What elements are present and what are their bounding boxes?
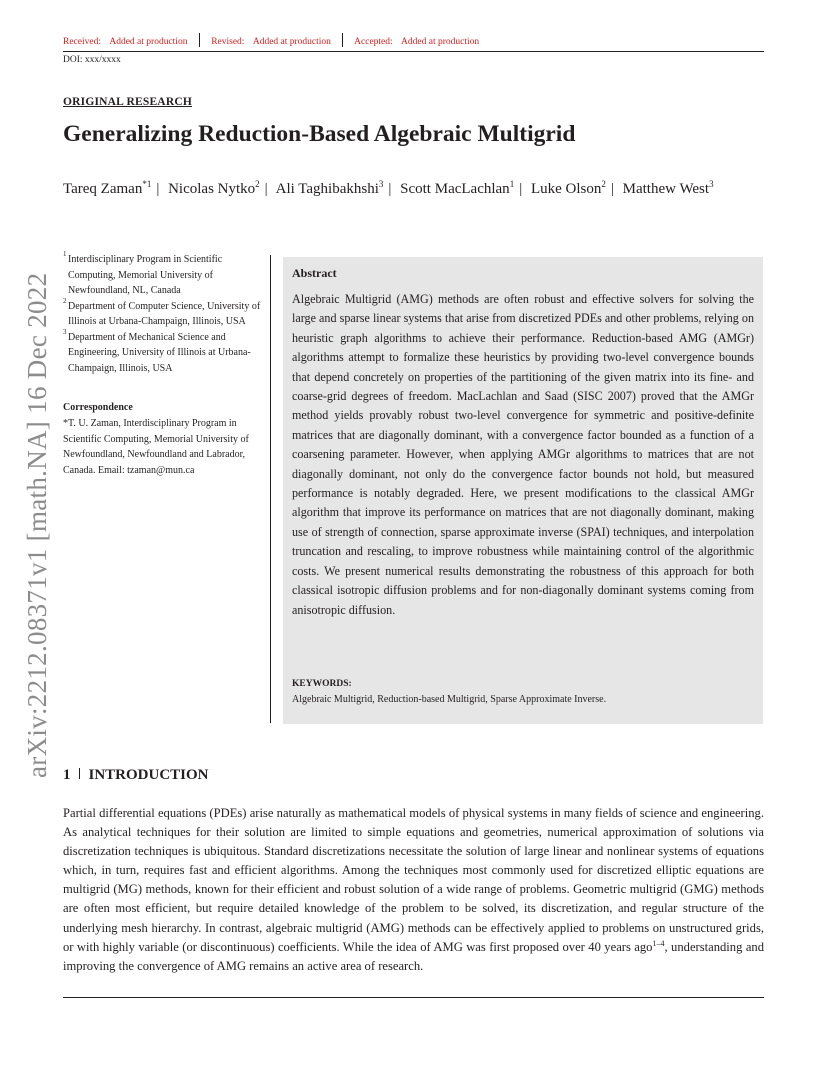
revised-label: Revised: [211, 37, 245, 48]
author-list: Tareq Zaman$^{*1}$ | Nicolas Nytko$^2$ | Ali Taghibakhshi$^3$ | Scott MacLachlan$^1$ | Luke Olson$^2$ | Matthew West$^3$ [63, 179, 714, 197]
accepted-value: Added at production [401, 37, 480, 48]
author: Luke Olson$^2$ [530, 179, 606, 197]
author: Matthew West$^3$ [622, 179, 714, 197]
author: Ali Taghibakhshi$^3$ [275, 179, 384, 197]
author: Scott MacLachlan$^1$ [400, 179, 515, 197]
header-rule [63, 51, 764, 52]
article-history [63, 35, 479, 49]
affiliation: 2 Department of Computer Science, University of Illinois at Urbana-Champaign, Illinois, USA [63, 296, 261, 327]
abstract-body: Algebraic Multigrid (AMG) methods are often robust and effective solvers for solving the large and sparse linear systems that arise from discretized PDEs and other problems, relying on heuristic graph algorithms to achieve their performance. Reduction-based AMG (AMGr) algorithms attempt to formalize these heuristics by providing two-level convergence bounds that depend concretely on properties of the partitioning of the given matrix into its fine- and coarse-grid degrees of freedom. MacLachlan and Saad (SISC 2007) proved that the AMGr method yields provably robust two-level convergence for symmetric and positive-definite matrices that are diagonally dominant, with a convergence factor bounded as a function of a coarsening parameter. However, when applying AMGr algorithms to matrices that are not diagonally dominant, not only do the convergence factor bounds not hold, but measured performance is notably degraded. Here, we present modifications to the classical AMGr algorithm that improve its performance on matrices that are not diagonally dominant, making use of strength of connection, sparse approximate inverse (SPAI) techniques, and interpolation truncation and rescaling, to improve robustness while maintaining control of the algorithmic costs. We present numerical results demonstrating the robustness of this approach for both classical isotropic diffusion problems and for non-diagonally dominant systems coming from anisotropic diffusion. [292, 292, 754, 617]
history-divider [342, 33, 343, 47]
correspondence-text: *T. U. Zaman, Interdisciplinary Program in Scientific Computing, Memorial University of Newfoundland, Newfoundland and Labrador, Canada. Email: tzaman@mun.ca [63, 418, 249, 476]
received-label: Received: [63, 37, 101, 48]
history-divider [199, 33, 200, 47]
section-number: 1 [63, 767, 71, 783]
correspondence-heading: Correspondence [63, 402, 133, 413]
keywords: Algebraic Multigrid, Reduction-based Multigrid, Sparse Approximate Inverse. [292, 694, 607, 705]
abstract-heading: Abstract [292, 266, 337, 280]
citation[interactable]: 1–4 [652, 938, 665, 948]
article-type: ORIGINAL RESEARCH [63, 96, 192, 108]
author: Tareq Zaman$^{*1}$ [63, 179, 152, 197]
column-divider [270, 255, 271, 723]
affiliations [63, 252, 263, 376]
accepted-label: Accepted: [354, 37, 393, 48]
arxiv-stamp: arXiv:2212.08371v1 [math.NA] 16 Dec 2022 [22, 272, 52, 778]
affiliation: 1 Interdisciplinary Program in Scientific Computing, Memorial University of Newfoundland, NL, Canada [63, 250, 223, 296]
keywords-heading: KEYWORDS: [292, 679, 352, 689]
doi: DOI: xxx/xxxx [63, 55, 121, 65]
section-divider [79, 768, 80, 779]
received-value: Added at production [109, 37, 188, 48]
intro-paragraph: Partial differential equations (PDEs) arise naturally as mathematical models of physical systems in many fields of science and engineering. As analytical techniques for their solution are limited to simple equations and geometries, numerical approximation of solutions via discretization techniques is ubiquitous. Standard discretizations necessitate the solution of large linear and nonlinear systems of equations which, in turn, requires fast and efficient algorithms. Among the techniques most commonly used for discretized elliptic equations are multigrid (MG) methods, known for their efficient and robust solution of a wide range of problems. Geometric multigrid (GMG) methods are often most efficient, but require detailed knowledge of the problem to be solved, its discretization, and regular structure of the underlying mesh hierarchy. In contrast, algebraic multigrid (AMG) methods can be effectively applied to problems on unstructured grids, or with highly variable (or discontinuous) coefficients. While the idea of AMG was first proposed over 40 years ago$^{1-4}$, understanding and improving the convergence of AMG remains an active area of research. [63, 806, 764, 973]
revised-value: Added at production [252, 37, 331, 48]
paper-title: Generalizing Reduction-Based Algebraic Multigrid [63, 121, 576, 147]
author: Nicolas Nytko$^2$ [168, 179, 260, 197]
section-heading [63, 767, 209, 784]
section-title: INTRODUCTION [88, 767, 209, 783]
footer-rule [63, 997, 764, 998]
affiliation: 3 Department of Mechanical Science and Engineering, University of Illinois at Urbana-Champaign, Illinois, USA [63, 327, 251, 374]
